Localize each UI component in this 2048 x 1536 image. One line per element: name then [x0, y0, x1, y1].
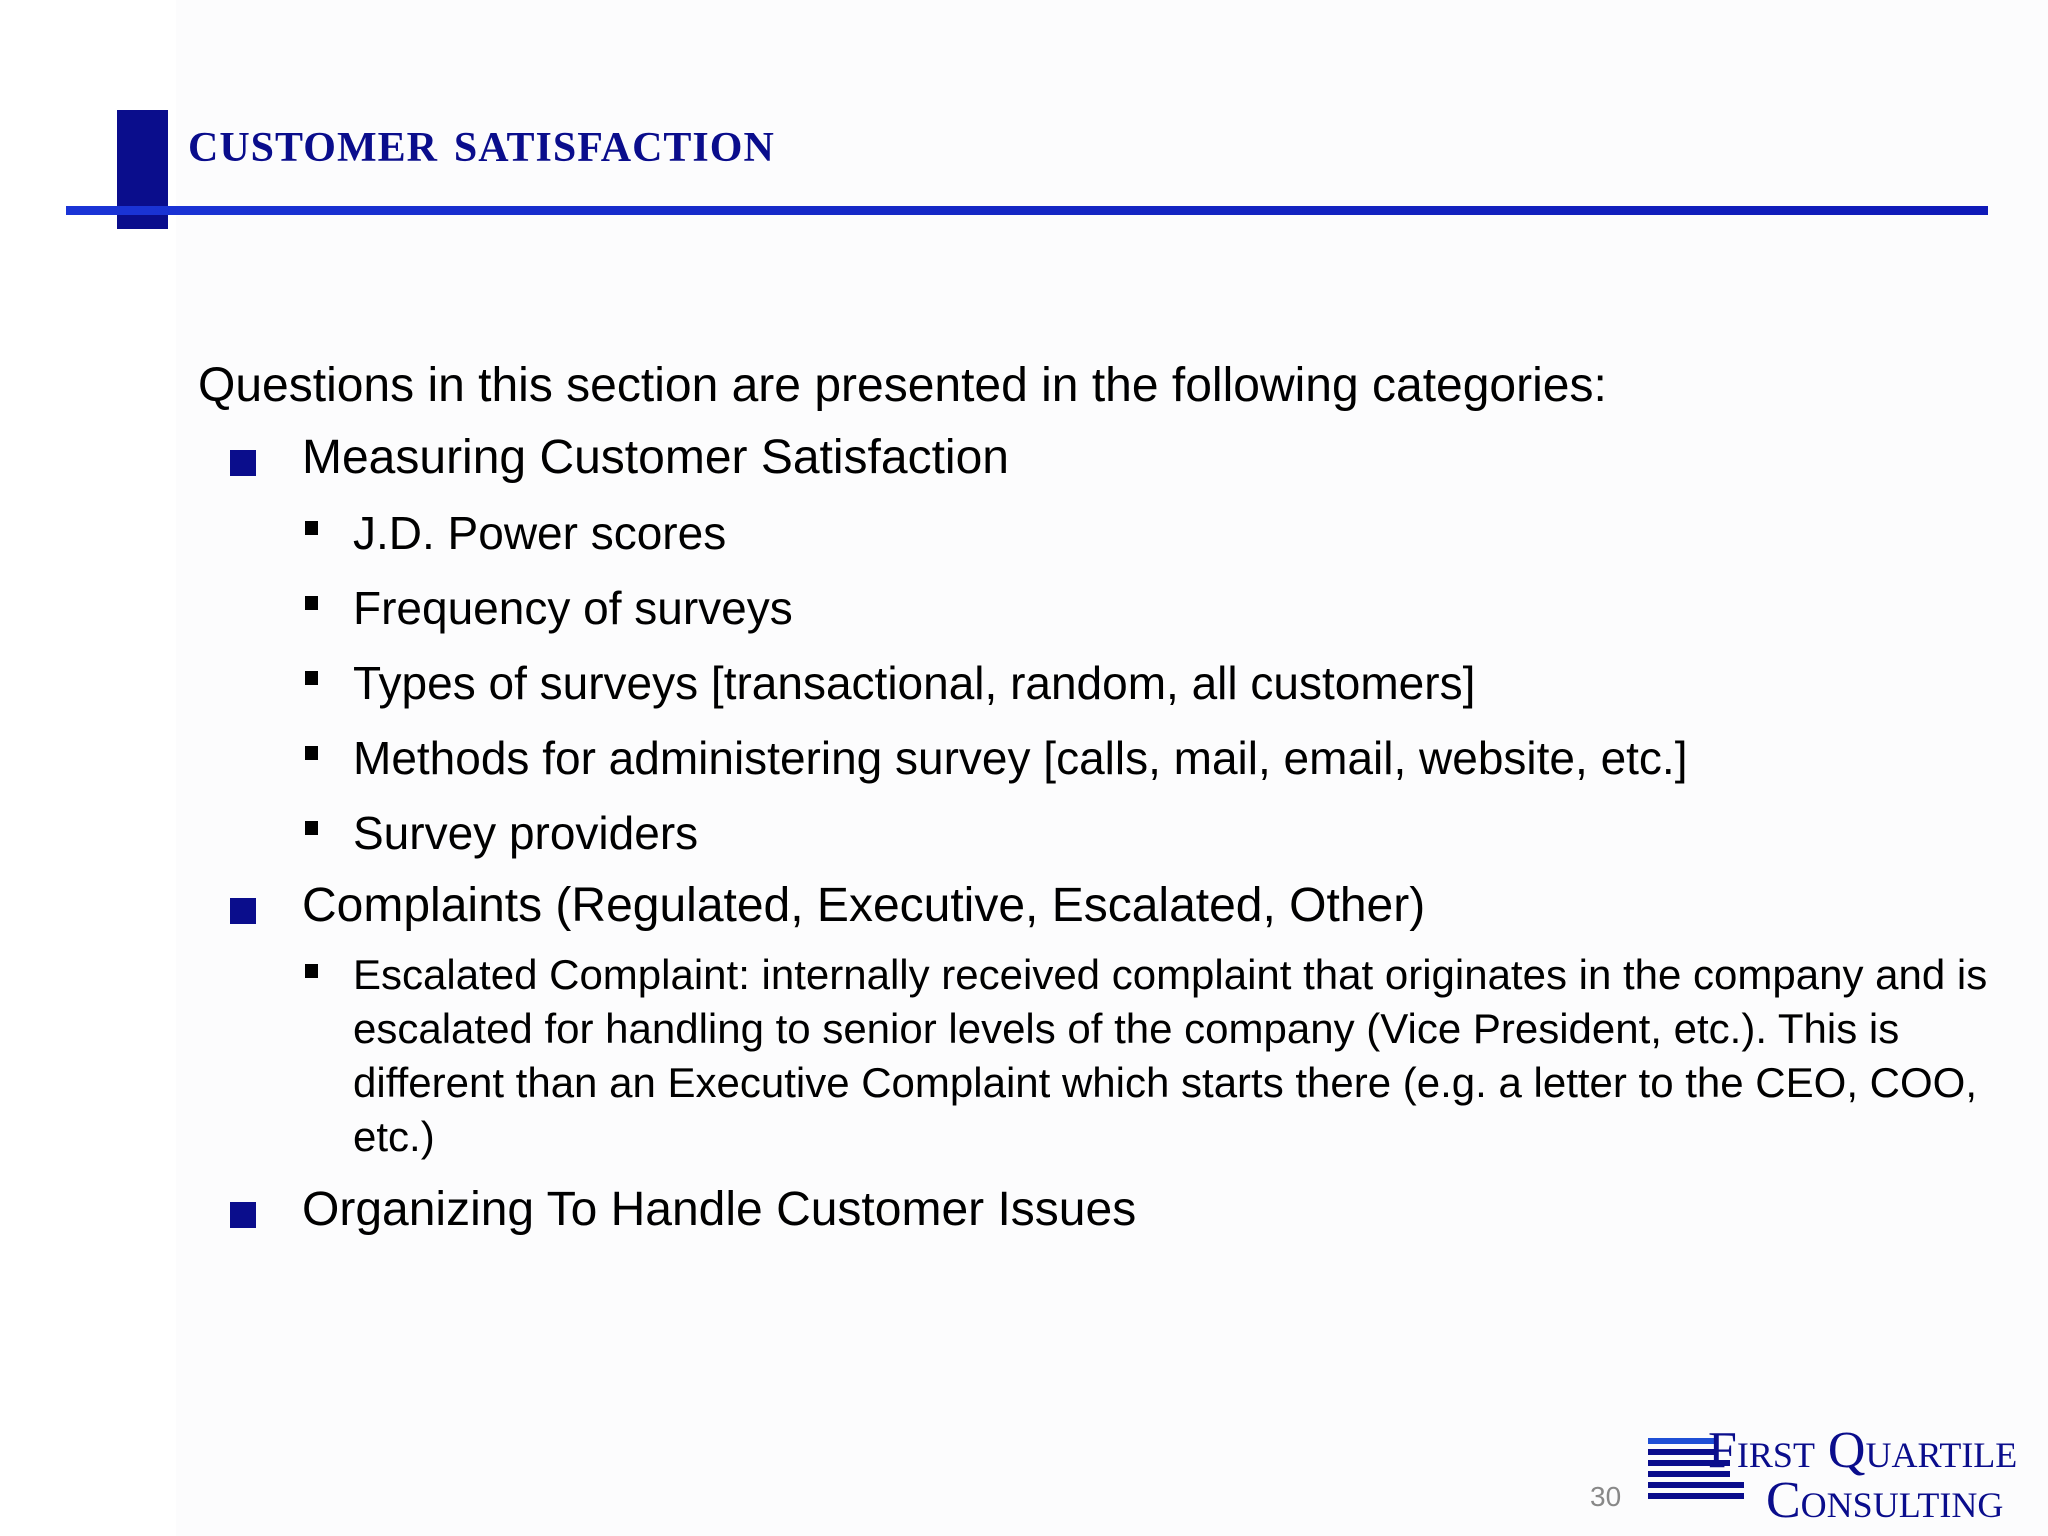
sub-item-label: Types of surveys [transactional, random, all customers]: [353, 657, 1476, 709]
category-label: Measuring Customer Satisfaction: [302, 431, 1009, 484]
small-square-bullet-icon: [305, 596, 318, 610]
sub-item-label: Survey providers: [353, 807, 699, 859]
note-text: Escalated Complaint: internally received complaint that originates in the company and is escalated for handling to senior levels of the company (Vice President, etc.). This is different than an Executive Complaint which starts there (e.g. a letter to the CEO, COO, etc.): [353, 951, 1988, 1160]
small-square-bullet-icon: [305, 746, 318, 760]
small-square-bullet-icon: [305, 521, 318, 535]
company-logo: [1708, 1422, 2018, 1529]
sub-item-label: J.D. Power scores: [353, 507, 727, 559]
square-bullet-icon: [230, 1202, 256, 1228]
slide-title: customer satisfaction: [188, 108, 775, 174]
square-bullet-icon: [230, 898, 256, 924]
intro-text: Questions in this section are presented in the following categories:: [198, 359, 1607, 412]
small-square-bullet-icon: [305, 821, 318, 835]
sub-item-label: Methods for administering survey [calls, mail, email, website, etc.]: [353, 732, 1688, 784]
page-number: 30: [1590, 1481, 1622, 1512]
logo-line-1: First Quartile: [1708, 1422, 2018, 1479]
logo-line-2: Consulting: [1766, 1472, 2004, 1529]
category-label: Organizing To Handle Customer Issues: [302, 1183, 1137, 1236]
category-label: Complaints (Regulated, Executive, Escalated, Other): [302, 879, 1426, 932]
square-bullet-icon: [230, 450, 256, 476]
small-square-bullet-icon: [305, 964, 318, 978]
sub-item-label: Frequency of surveys: [353, 582, 793, 634]
title-rule: [66, 206, 1988, 215]
small-square-bullet-icon: [305, 671, 318, 685]
